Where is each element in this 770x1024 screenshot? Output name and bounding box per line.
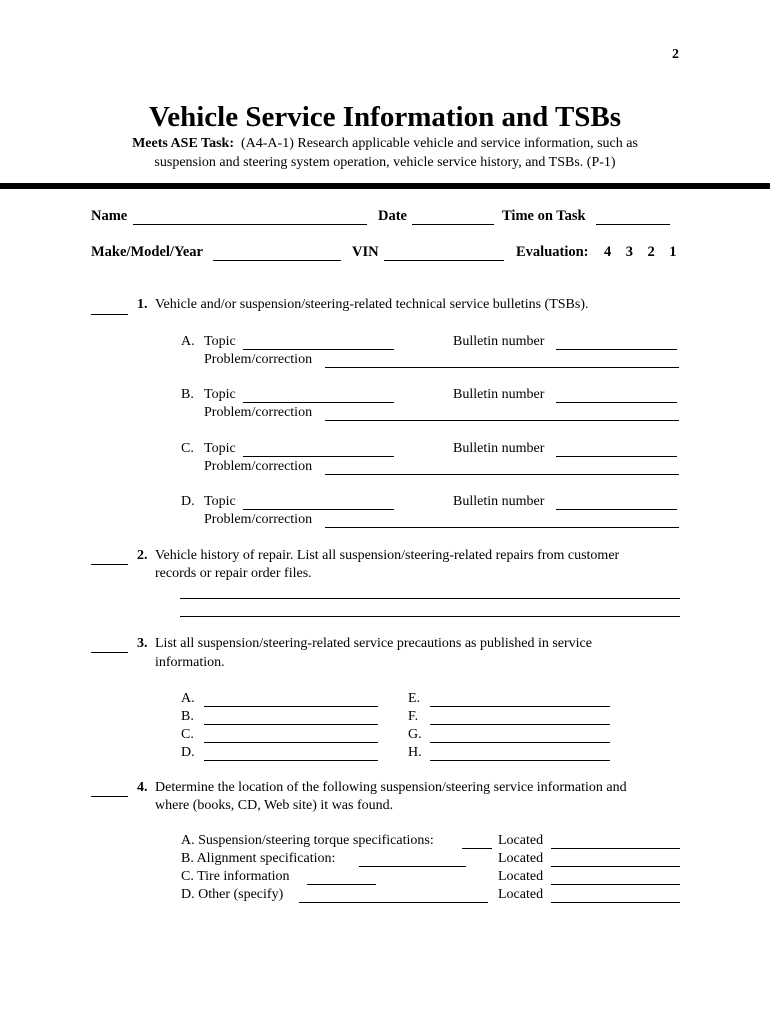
q4-located-label: Located xyxy=(498,869,544,884)
q4-item-label: D. Other (specify) xyxy=(181,887,284,902)
tsb-problem-field[interactable] xyxy=(325,474,679,475)
q3-item-line[interactable] xyxy=(430,760,610,761)
q3-item-line[interactable] xyxy=(204,760,378,761)
q4-item-line[interactable] xyxy=(307,884,376,885)
q1-score-blank[interactable] xyxy=(91,314,128,315)
q1-text: Vehicle and/or suspension/steering-related technical service bulletins (TSBs). xyxy=(155,297,589,312)
tsb-bulletin-label: Bulletin number xyxy=(453,494,545,509)
q3-item-letter: C. xyxy=(181,727,194,742)
ase-task-line-1 xyxy=(0,136,770,152)
q3-item-letter: F. xyxy=(408,709,419,724)
q3-item-letter: H. xyxy=(408,745,422,760)
date-label: Date xyxy=(378,208,407,224)
q4-number: 4. xyxy=(137,780,148,795)
tsb-topic-label: Topic xyxy=(204,334,236,349)
tsb-problem-field[interactable] xyxy=(325,420,679,421)
q4-text-line-1: Determine the location of the following suspension/steering service information and xyxy=(155,780,627,795)
q4-item-label: B. Alignment specification: xyxy=(181,851,336,866)
vin-label: VIN xyxy=(352,244,379,260)
ase-task-line-2: suspension and steering system operation, vehicle service history, and TSBs. (P-1) xyxy=(154,155,616,170)
q3-score-blank[interactable] xyxy=(91,652,128,653)
name-label: Name xyxy=(91,208,128,224)
q4-item-label: A. Suspension/steering torque specifications: xyxy=(181,833,434,848)
tsb-problem-label: Problem/correction xyxy=(204,459,313,474)
q4-located-line[interactable] xyxy=(551,848,680,849)
tsb-bulletin-field[interactable] xyxy=(556,349,677,350)
tsb-topic-label: Topic xyxy=(204,441,236,456)
tsb-bulletin-field[interactable] xyxy=(556,402,677,403)
time-on-task-field[interactable] xyxy=(596,224,670,225)
tsb-problem-field[interactable] xyxy=(325,367,679,368)
tsb-topic-label: Topic xyxy=(204,494,236,509)
q3-item-line[interactable] xyxy=(204,706,378,707)
time-on-task-label: Time on Task xyxy=(502,208,586,224)
tsb-letter: B. xyxy=(181,387,194,402)
q3-number: 3. xyxy=(137,636,148,651)
page-title: Vehicle Service Information and TSBs xyxy=(148,101,622,133)
q3-text-line-1: List all suspension/steering-related service precautions as published in service xyxy=(155,636,592,651)
q4-score-blank[interactable] xyxy=(91,796,128,797)
q3-text-line-2: information. xyxy=(155,655,225,670)
q4-located-line[interactable] xyxy=(551,902,680,903)
q3-item-letter: B. xyxy=(181,709,194,724)
q4-item-line[interactable] xyxy=(359,866,466,867)
tsb-problem-field[interactable] xyxy=(325,527,679,528)
q3-item-letter: E. xyxy=(408,691,421,706)
q4-item-line[interactable] xyxy=(299,902,488,903)
q3-item-line[interactable] xyxy=(204,724,378,725)
q4-located-line[interactable] xyxy=(551,866,680,867)
q4-located-label: Located xyxy=(498,851,544,866)
q3-item-letter: D. xyxy=(181,745,195,760)
tsb-letter: C. xyxy=(181,441,194,456)
q3-item-line[interactable] xyxy=(430,706,610,707)
tsb-bulletin-label: Bulletin number xyxy=(453,441,545,456)
q3-item-line[interactable] xyxy=(430,742,610,743)
tsb-topic-field[interactable] xyxy=(243,349,394,350)
q2-number: 2. xyxy=(137,548,148,563)
q2-text-line-1: Vehicle history of repair. List all suspension/steering-related repairs from customer xyxy=(155,548,620,563)
q1-number: 1. xyxy=(137,297,148,312)
q3-item-letter: G. xyxy=(408,727,422,742)
date-field[interactable] xyxy=(412,224,494,225)
q4-item-line[interactable] xyxy=(462,848,492,849)
q4-item-label: C. Tire information xyxy=(181,869,290,884)
tsb-problem-label: Problem/correction xyxy=(204,352,313,367)
q3-item-letter: A. xyxy=(181,691,195,706)
ase-task-text-1: (A4-A-1) Research applicable vehicle and service information, such as xyxy=(241,136,638,151)
tsb-letter: A. xyxy=(181,334,195,349)
tsb-problem-label: Problem/correction xyxy=(204,512,313,527)
tsb-topic-label: Topic xyxy=(204,387,236,402)
header-divider xyxy=(0,183,770,189)
q4-located-line[interactable] xyxy=(551,884,680,885)
tsb-bulletin-field[interactable] xyxy=(556,456,677,457)
tsb-topic-field[interactable] xyxy=(243,509,394,510)
evaluation-scores[interactable]: 4 3 2 1 xyxy=(604,244,677,260)
tsb-bulletin-label: Bulletin number xyxy=(453,334,545,349)
q4-text-line-2: where (books, CD, Web site) it was found. xyxy=(155,798,394,813)
q2-text-line-2: records or repair order files. xyxy=(155,566,312,581)
tsb-topic-field[interactable] xyxy=(243,456,394,457)
q2-answer-line[interactable] xyxy=(180,616,680,617)
evaluation-label: Evaluation: xyxy=(516,244,589,260)
q4-located-label: Located xyxy=(498,833,544,848)
ase-task-label: Meets ASE Task: xyxy=(132,136,234,151)
vin-field[interactable] xyxy=(384,260,504,261)
make-model-year-label: Make/Model/Year xyxy=(91,244,203,260)
q4-located-label: Located xyxy=(498,887,544,902)
tsb-bulletin-label: Bulletin number xyxy=(453,387,545,402)
tsb-bulletin-field[interactable] xyxy=(556,509,677,510)
tsb-letter: D. xyxy=(181,494,195,509)
tsb-topic-field[interactable] xyxy=(243,402,394,403)
q2-score-blank[interactable] xyxy=(91,564,128,565)
q3-item-line[interactable] xyxy=(204,742,378,743)
make-model-year-field[interactable] xyxy=(213,260,341,261)
name-field[interactable] xyxy=(133,224,367,225)
q3-item-line[interactable] xyxy=(430,724,610,725)
q2-answer-line[interactable] xyxy=(180,598,680,599)
tsb-problem-label: Problem/correction xyxy=(204,405,313,420)
page-number: 2 xyxy=(672,47,679,62)
